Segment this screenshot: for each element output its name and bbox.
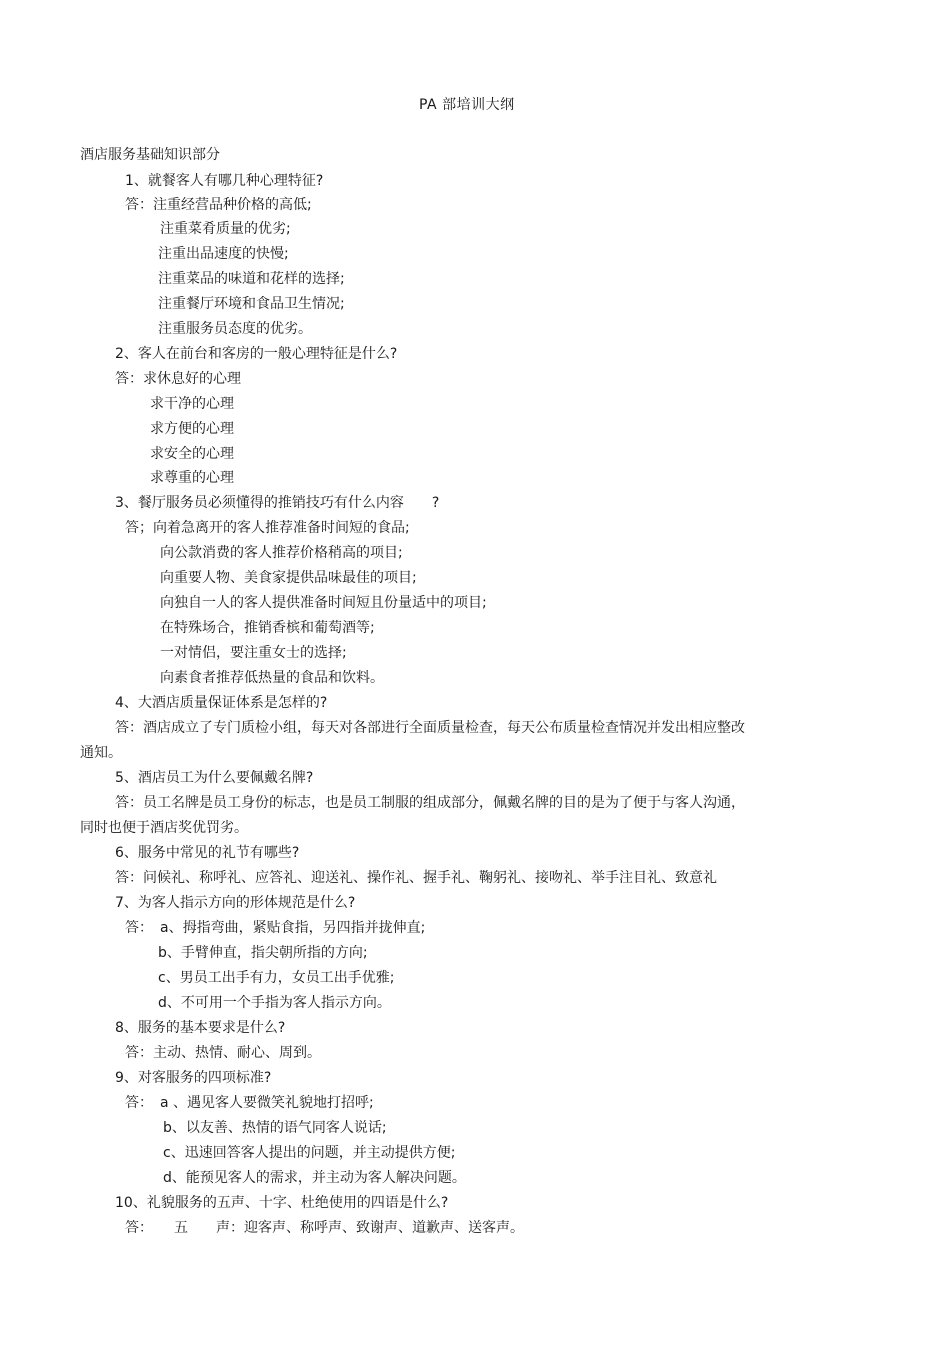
text-line: 5、酒店员工为什么要佩戴名牌?: [115, 770, 314, 786]
text-line: 6、服务中常见的礼节有哪些?: [115, 845, 300, 861]
text-line: 注重出品速度的快慢;: [158, 246, 289, 262]
section-heading: 酒店服务基础知识部分: [80, 147, 220, 163]
text-line: c、男员工出手有力，女员工出手优雅;: [158, 970, 395, 986]
text-line: 答： a 、遇见客人要微笑礼貌地打招呼;: [125, 1095, 374, 1111]
text-line: 求干净的心理: [150, 396, 234, 412]
text-line: 答；向着急离开的客人推荐准备时间短的食品;: [125, 520, 410, 536]
text-line: 2、客人在前台和客房的一般心理特征是什么?: [115, 346, 398, 362]
text-line: 一对情侣，要注重女士的选择;: [160, 645, 347, 661]
text-line: 答： a、拇指弯曲，紧贴食指，另四指并拢伸直;: [125, 920, 426, 936]
text-line: 向公款消费的客人推荐价格稍高的项目;: [160, 545, 403, 561]
text-line: d、不可用一个手指为客人指示方向。: [158, 995, 391, 1011]
text-line: 10、礼貌服务的五声、十字、杜绝使用的四语是什么?: [115, 1195, 449, 1211]
text-line: 同时也便于酒店奖优罚劣。: [80, 820, 248, 836]
text-line: 1、就餐客人有哪几种心理特征?: [125, 173, 324, 189]
text-line: 8、服务的基本要求是什么?: [115, 1020, 286, 1036]
text-line: 求方便的心理: [150, 421, 234, 437]
text-line: d、能预见客人的需求，并主动为客人解决问题。: [163, 1170, 466, 1186]
text-line: 求尊重的心理: [150, 470, 234, 486]
text-line: 向独自一人的客人提供准备时间短且份量适中的项目;: [160, 595, 487, 611]
text-line: 注重餐厅环境和食品卫生情况;: [158, 296, 345, 312]
text-line: 注重服务员态度的优劣。: [158, 321, 312, 337]
text-line: 答：注重经营品种价格的高低;: [125, 197, 312, 213]
text-line: 答：主动、热情、耐心、周到。: [125, 1045, 321, 1061]
text-line: 注重菜肴质量的优劣;: [160, 221, 291, 237]
text-line: 在特殊场合，推销香槟和葡萄酒等;: [160, 620, 375, 636]
text-line: 9、对客服务的四项标准?: [115, 1070, 272, 1086]
text-line: c、迅速回答客人提出的问题，并主动提供方便;: [163, 1145, 456, 1161]
text-line: 答：问候礼、称呼礼、应答礼、迎送礼、操作礼、握手礼、鞠躬礼、接吻礼、举手注目礼、致意礼: [115, 870, 717, 886]
text-line: 答：员工名牌是员工身份的标志，也是员工制服的组成部分，佩戴名牌的目的是为了便于与客人沟通，: [115, 795, 745, 811]
text-line: 4、大酒店质量保证体系是怎样的?: [115, 695, 328, 711]
text-line: 答：酒店成立了专门质检小组，每天对各部进行全面质量检查，每天公布质量检查情况并发出相应整改: [115, 720, 745, 736]
text-line: b、手臂伸直，指尖朝所指的方向;: [158, 945, 368, 961]
text-line: 通知。: [80, 745, 122, 761]
text-line: 求安全的心理: [150, 446, 234, 462]
text-line: 答： 五 声：迎客声、称呼声、致谢声、道歉声、送客声。: [125, 1220, 524, 1236]
document-title: PA 部培训大纲: [419, 97, 515, 113]
text-line: 向重要人物、美食家提供品味最佳的项目;: [160, 570, 417, 586]
text-line: 向素食者推荐低热量的食品和饮料。: [160, 670, 384, 686]
text-line: 7、为客人指示方向的形体规范是什么?: [115, 895, 356, 911]
text-line: b、以友善、热情的语气同客人说话;: [163, 1120, 387, 1136]
text-line: 注重菜品的味道和花样的选择;: [158, 271, 345, 287]
text-line: 3、餐厅服务员必须懂得的推销技巧有什么内容 ?: [115, 495, 440, 511]
text-line: 答：求休息好的心理: [115, 371, 241, 387]
